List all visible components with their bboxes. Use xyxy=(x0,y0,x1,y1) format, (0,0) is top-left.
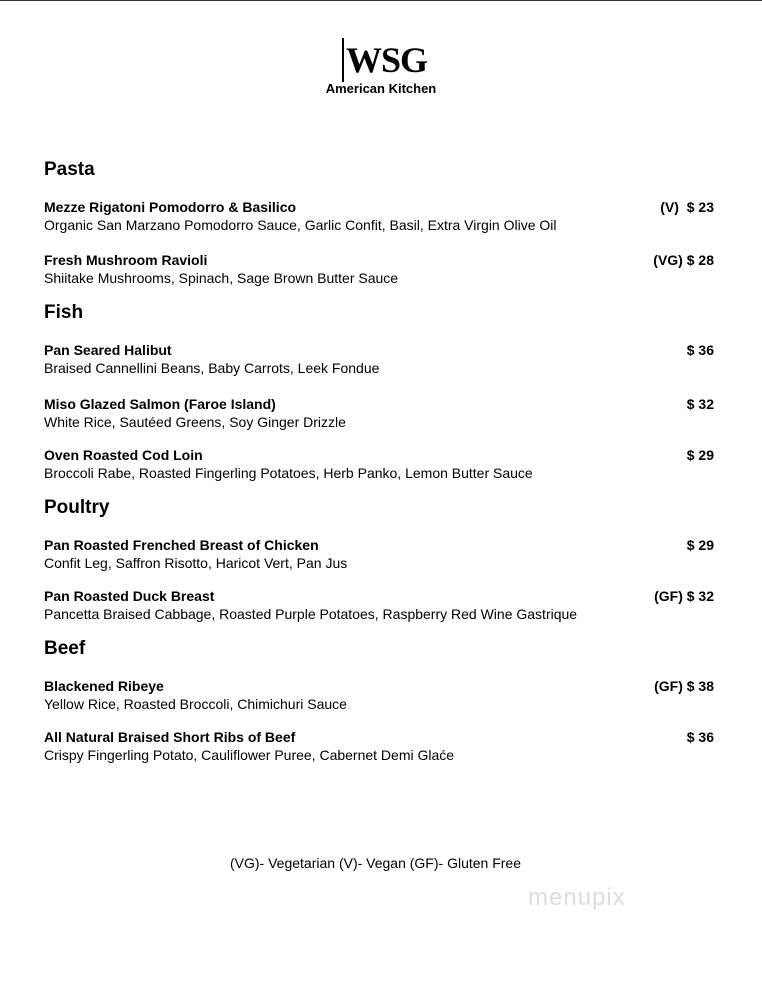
logo-bar xyxy=(342,38,344,82)
item-price: (V) $ 23 xyxy=(660,199,714,215)
section-heading: Poultry xyxy=(44,497,110,518)
item-description: Organic San Marzano Pomodorro Sauce, Garlic Confit, Basil, Extra Virgin Olive Oil xyxy=(44,217,557,233)
item-name: Pan Roasted Duck Breast xyxy=(44,588,215,604)
item-name: Blackened Ribeye xyxy=(44,678,164,694)
item-price: $ 29 xyxy=(686,537,714,553)
item-price: $ 32 xyxy=(686,396,714,412)
item-price: $ 29 xyxy=(686,447,714,463)
item-name: Miso Glazed Salmon (Faroe Island) xyxy=(44,396,276,412)
item-name: Mezze Rigatoni Pomodorro & Basilico xyxy=(44,199,297,215)
item-price: $ 36 xyxy=(686,729,714,745)
item-description: Yellow Rice, Roasted Broccoli, Chimichuri Sauce xyxy=(44,696,347,712)
item-description: Confit Leg, Saffron Risotto, Haricot Vert, Pan Jus xyxy=(44,555,348,571)
item-description: Pancetta Braised Cabbage, Roasted Purple Potatoes, Raspberry Red Wine Gastrique xyxy=(44,606,578,622)
section-heading: Pasta xyxy=(44,159,95,180)
item-description: Braised Cannellini Beans, Baby Carrots, Leek Fondue xyxy=(44,360,380,376)
item-description: Broccoli Rabe, Roasted Fingerling Potatoes, Herb Panko, Lemon Butter Sauce xyxy=(44,465,533,481)
item-name: Pan Roasted Frenched Breast of Chicken xyxy=(44,537,319,553)
section-heading: Fish xyxy=(44,302,84,323)
item-price: (GF) $ 38 xyxy=(654,678,714,694)
top-border xyxy=(0,0,762,1)
logo-subtitle: American Kitchen xyxy=(325,81,437,96)
section-heading: Beef xyxy=(44,638,86,659)
item-name: All Natural Braised Short Ribs of Beef xyxy=(44,729,296,745)
dietary-legend: (VG)- Vegetarian (V)- Vegan (GF)- Gluten Free xyxy=(230,855,521,871)
item-description: Crispy Fingerling Potato, Cauliflower Puree, Cabernet Demi Glaće xyxy=(44,747,455,763)
item-description: Shiitake Mushrooms, Spinach, Sage Brown Butter Sauce xyxy=(44,270,399,286)
logo-brand: WSG xyxy=(346,40,428,80)
item-price: (GF) $ 32 xyxy=(654,588,714,604)
watermark: menupix xyxy=(528,884,626,911)
item-name: Oven Roasted Cod Loin xyxy=(44,447,203,463)
item-name: Pan Seared Halibut xyxy=(44,342,172,358)
item-price: (VG) $ 28 xyxy=(653,252,714,268)
item-price: $ 36 xyxy=(686,342,714,358)
item-description: White Rice, Sautéed Greens, Soy Ginger Drizzle xyxy=(44,414,346,430)
item-name: Fresh Mushroom Ravioli xyxy=(44,252,208,268)
